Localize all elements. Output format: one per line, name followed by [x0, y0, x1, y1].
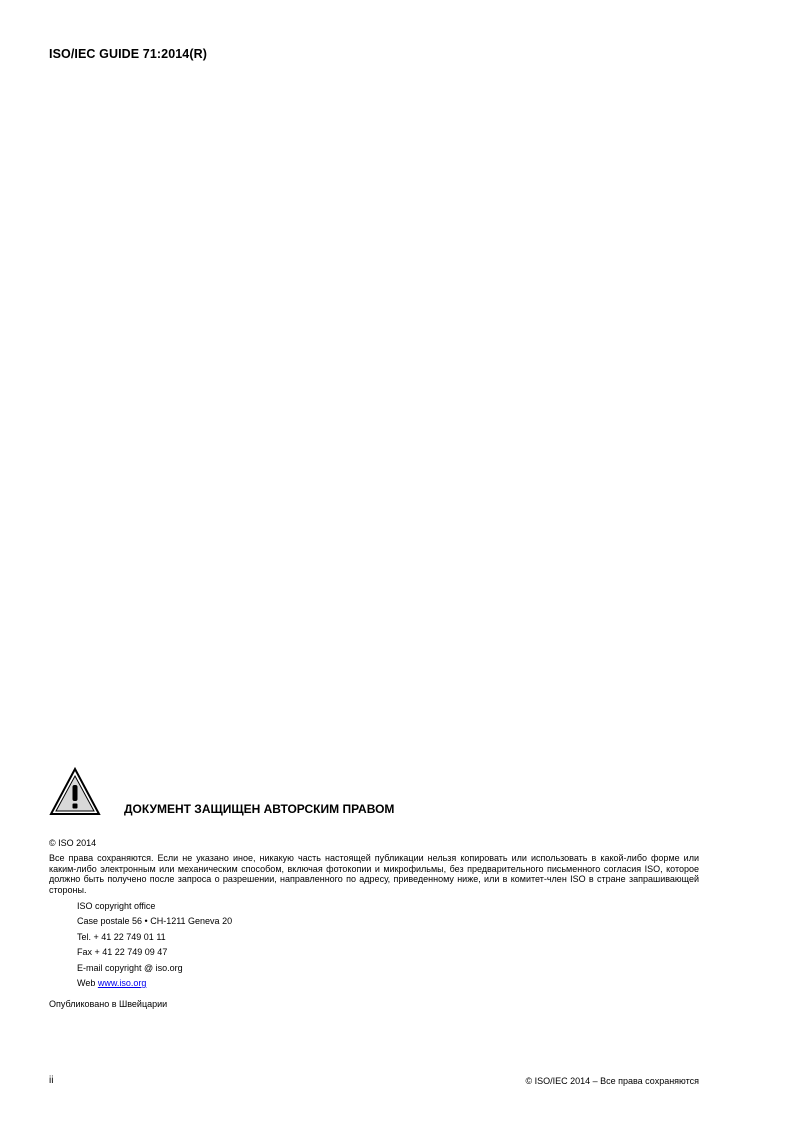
office-email: E-mail copyright @ iso.org	[77, 962, 183, 973]
office-address	[77, 899, 699, 991]
web-link[interactable]: www.iso.org	[97, 978, 147, 989]
copyright-line: © ISO 2014	[49, 838, 97, 848]
warning-row	[49, 767, 699, 819]
document-id: ISO/IEC GUIDE 71:2014(R)	[49, 47, 208, 61]
copyright-heading: ДОКУМЕНТ ЗАЩИЩЕН АВТОРСКИМ ПРАВОМ	[124, 802, 395, 816]
footer-copyright: © ISO/IEC 2014 – Все права сохраняются	[525, 1076, 699, 1086]
office-fax: Fax + 41 22 749 09 47	[77, 947, 168, 958]
warning-triangle-icon	[49, 767, 101, 817]
office-postal: Case postale 56 • CH-1211 Geneva 20	[77, 916, 233, 927]
page-number: ii	[49, 1075, 54, 1086]
office-web	[77, 976, 699, 991]
office-name: ISO copyright office	[77, 901, 156, 911]
web-label: Web	[77, 978, 96, 989]
rights-text: Все права сохраняются. Если не указано иное, никакую часть настоящей публикации нельзя копировать или использовать в какой-либо форме или каким-либо электронным или механическим способом, включая фотокопии и микрофильмы, без предварительного письменного согласия ISO, которое должно быть получено после запроса о разрешении, направленного по адресу, приведенному ниже, или в комитет-член ISO в стране запрашивающей стороны.	[49, 853, 699, 895]
office-tel: Tel. + 41 22 749 01 11	[77, 931, 166, 942]
copyright-notice	[49, 767, 699, 1010]
published-location: Опубликовано в Швейцарии	[49, 999, 168, 1010]
